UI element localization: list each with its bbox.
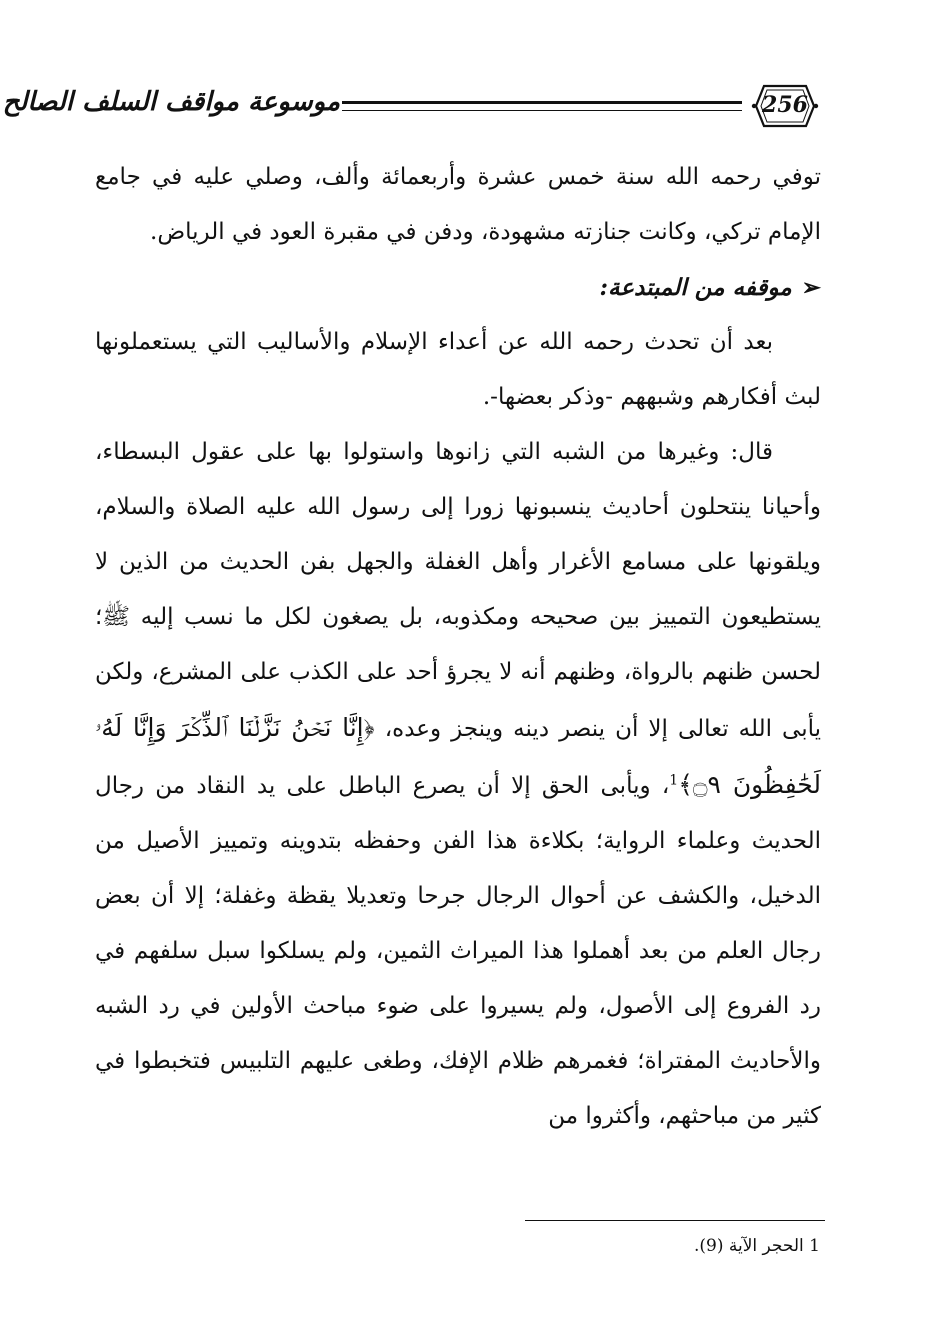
footnote-marker: 1: [669, 772, 679, 789]
paragraph-quote: [95, 425, 821, 1144]
page-number-badge: [750, 80, 820, 132]
arrow-bullet-icon: ➢: [801, 274, 821, 301]
footnote-separator: [525, 1220, 825, 1221]
quote-part-1: قال: وغيرها من الشبه التي زانوها واستولوا بها على عقول البسطاء، وأحيانا ينتحلون أحاديث ينسبونها زورا إلى رسول الله عليه الصلاة والسلام، ويلقونها على مسامع الأغرار وأهل الغفلة والجهل بفن الحديث من الذين لا يستطيعون التمييز بين صحيحه ومكذوبه، بل يصغون لكل ما نسب إليه ﷺ؛ لحسن ظنهم بالرواة، وظنهم أنه لا يجرؤ أحد على الكذب على المشرع، ولكن يأبى الله تعالى إلا أن ينصر دينه وينجز وعده،: [95, 439, 822, 742]
section-heading: [95, 260, 821, 315]
header-rule: [342, 101, 742, 111]
book-title: موسوعة مواقف السلف الصالح: [2, 87, 340, 117]
footnote: 1 الحجر الآية (9).: [693, 1236, 820, 1256]
quote-part-2: ، ويأبى الحق إلا أن يصرع الباطل على يد النقاد من رجال الحديث وعلماء الرواية؛ بكلاءة هذا الفن وحفظه بتدوينه وتمييز الأصيل من الدخيل، والكشف عن أحوال الرجال جرحا وتعديلا يقظة وغفلة؛ إلا أن بعض رجال العلم من بعد أهملوا هذا الميراث الثمين، ولم يسلكوا سبل سلفهم في رد الفروع إلى الأصول، ولم يسيروا على ضوء مباحث الأولين في رد الشبه والأحاديث المفتراة؛ فغمرهم ظلام الإفك، وطغى عليهم التلبيس فتخبطوا في كثير من مباحثهم، وأكثروا من: [95, 773, 821, 1129]
quran-verse: ﴿إِنَّا نَحۡنُ نَزَّلۡنَا ٱلذِّكۡرَ وَإِنَّا لَهُۥ لَحَٰفِظُونَ ۝٩﴾: [95, 713, 821, 799]
section-heading-text: موقفه من المبتدعة:: [599, 274, 792, 301]
page-number: 256: [762, 92, 808, 118]
paragraph-death: توفي رحمه الله سنة خمس عشرة وأربعمائة وألف، وصلي عليه في جامع الإمام تركي، وكانت جنازته مشهودة، ودفن في مقبرة العود في الرياض.: [95, 164, 821, 245]
paragraph-intro: بعد أن تحدث رحمه الله عن أعداء الإسلام والأساليب التي يستعملونها لبث أفكارهم وشبههم -وذكر بعضها-.: [95, 329, 821, 410]
main-text: [95, 150, 821, 1144]
page-header: [2, 80, 830, 138]
